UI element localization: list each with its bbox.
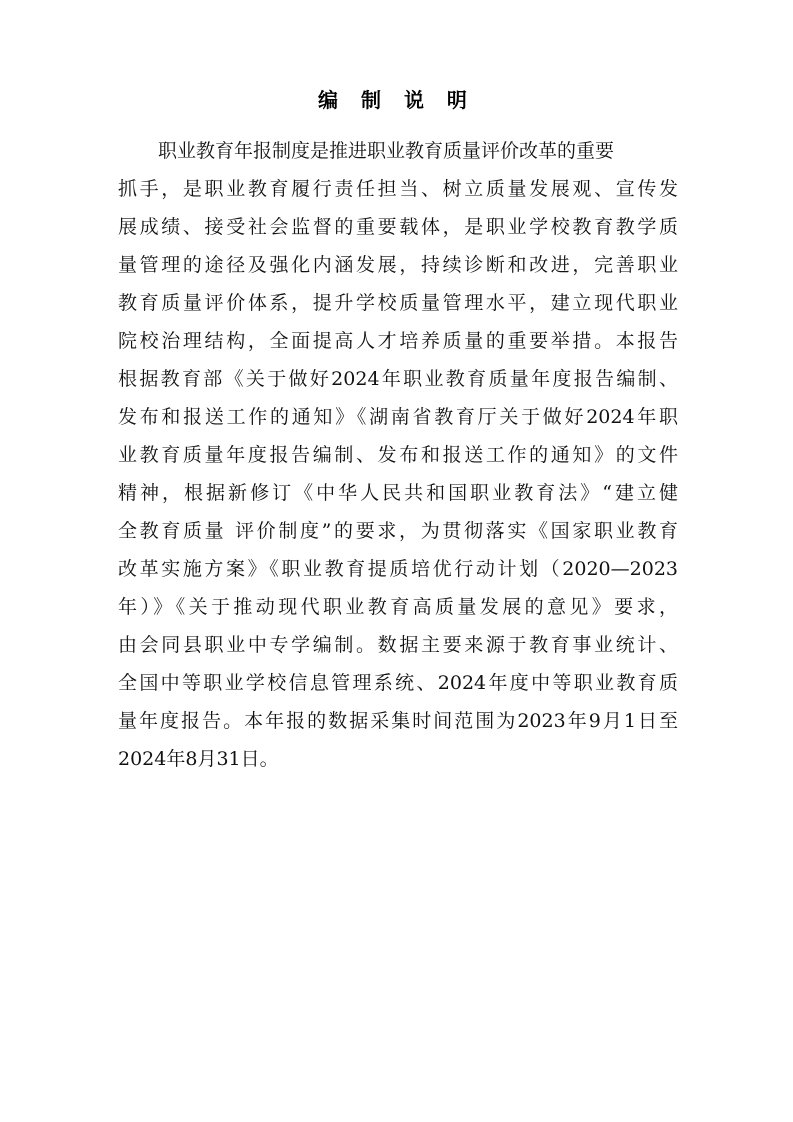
paragraph-line-17: 2024年8月31日。	[118, 748, 279, 770]
paragraph-line-9: 业教育质量年度报告编制、发布和报送工作的通知》的文件	[118, 444, 678, 466]
paragraph-line-4: 量管理的途径及强化内涵发展，持续诊断和改进，完善职业	[118, 254, 678, 276]
paragraph-line-16: 量年度报告。本年报的数据采集时间范围为2023年9月1日至	[118, 710, 678, 732]
paragraph-line-6: 院校治理结构，全面提高人才培养质量的重要举措。本报告	[118, 330, 678, 352]
paragraph-line-13: 年）》《关于推动现代职业教育高质量发展的意见》要求，	[118, 596, 678, 618]
paragraph-line-8: 发布和报送工作的通知》《湖南省教育厅关于做好2024年职	[118, 406, 678, 428]
paragraph-line-12: 改革实施方案》《职业教育提质培优行动计划（2020—2023	[118, 558, 678, 580]
paragraph-line-15: 全国中等职业学校信息管理系统、2024年度中等职业教育质	[118, 672, 678, 694]
paragraph-line-10: 精神，根据新修订《中华人民共和国职业教育法》“建立健	[118, 482, 678, 504]
document-title: 编 制 说 明	[318, 88, 475, 112]
paragraph-line-1: 职业教育年报制度是推进职业教育质量评价改革的重要	[158, 140, 615, 162]
paragraph-line-3: 展成绩、接受社会监督的重要载体，是职业学校教育教学质	[118, 216, 678, 238]
paragraph-line-5: 教育质量评价体系，提升学校质量管理水平，建立现代职业	[118, 292, 678, 314]
paragraph-line-7: 根据教育部《关于做好2024年职业教育质量年度报告编制、	[118, 368, 678, 390]
paragraph-line-2: 抓手，是职业教育履行责任担当、树立质量发展观、宣传发	[118, 178, 678, 200]
paragraph-line-14: 由会同县职业中专学编制。数据主要来源于教育事业统计、	[118, 634, 678, 656]
paragraph-line-11: 全教育质量 评价制度”的要求，为贯彻落实《国家职业教育	[118, 520, 678, 542]
